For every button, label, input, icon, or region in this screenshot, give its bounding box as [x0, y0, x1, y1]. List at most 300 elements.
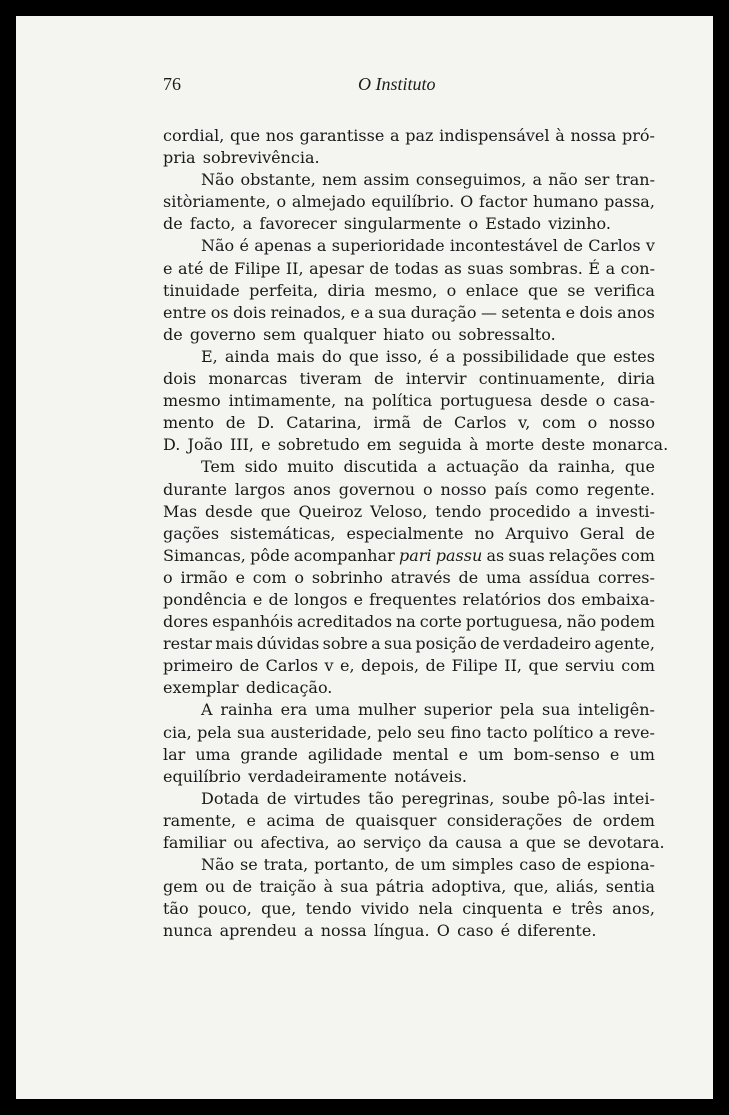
word: relações: [548, 545, 617, 565]
word: espanhóis: [212, 612, 294, 632]
word: portanto,: [314, 855, 390, 875]
word: frequentes: [369, 589, 457, 609]
word: e: [261, 435, 271, 455]
word: à: [555, 126, 565, 145]
word: considerações: [446, 810, 563, 830]
word: verdadeiro: [503, 634, 592, 654]
word: mais: [276, 346, 315, 366]
word: inteligên-: [577, 700, 655, 720]
word: dos: [547, 589, 576, 609]
word: no: [474, 523, 495, 543]
word: gações: [163, 523, 220, 543]
word: se: [563, 833, 581, 852]
word: passa,: [604, 192, 655, 212]
word: como: [535, 479, 579, 499]
word: a: [605, 258, 616, 278]
word: a: [427, 457, 437, 477]
word: através: [390, 567, 451, 587]
text-line: [163, 324, 655, 346]
word: Catarina,: [286, 413, 362, 433]
word: suas: [467, 258, 504, 278]
word: mais: [215, 634, 254, 654]
text-line: [163, 280, 655, 302]
word: garantisse: [299, 126, 385, 145]
word: serviu: [564, 656, 615, 676]
word: agente,: [594, 634, 655, 654]
word: dedicação.: [245, 678, 333, 698]
word: de: [422, 413, 443, 433]
word: sentia: [605, 877, 655, 897]
word: sistemáticas,: [230, 523, 336, 543]
text-line: [163, 567, 655, 589]
word: dúvidas: [256, 634, 320, 654]
word: rainha,: [557, 457, 616, 477]
word: os: [210, 302, 229, 322]
text-line: [163, 832, 665, 854]
word: e: [163, 258, 173, 278]
word: as: [444, 258, 462, 278]
word: intei-: [613, 788, 655, 808]
word: factor: [479, 192, 528, 212]
word: sido: [244, 457, 278, 477]
text-line: [163, 213, 655, 235]
word: sombras.: [509, 258, 583, 278]
word: aliás,: [555, 877, 599, 897]
word: equilíbrio.: [371, 192, 455, 212]
word: afectiva,: [260, 833, 330, 852]
word: duração: [410, 302, 477, 322]
word: intimamente,: [228, 391, 337, 411]
word: sua: [542, 700, 571, 720]
word: de: [458, 567, 479, 587]
word: peregrinas,: [401, 788, 495, 808]
text-line: [163, 633, 655, 655]
word: sobretudo: [277, 435, 360, 455]
word: se: [567, 280, 586, 300]
word: austeridade,: [270, 722, 372, 742]
text-line: [163, 611, 655, 633]
word: que: [230, 126, 261, 145]
word: aprendeu: [219, 921, 297, 941]
word: dores: [163, 612, 209, 632]
text-line: [163, 390, 655, 412]
word: conseguimos,: [415, 170, 527, 190]
word: intervir: [405, 369, 467, 389]
word: pró-: [622, 126, 655, 145]
word: seu: [417, 722, 446, 742]
word: da: [528, 457, 549, 477]
word: sobrinho: [311, 567, 383, 587]
body-text: [163, 125, 669, 942]
word: e: [235, 567, 245, 587]
word: fino: [450, 722, 482, 742]
word: corte: [419, 612, 462, 632]
word: era: [280, 700, 308, 720]
word: a: [371, 634, 381, 654]
word: um: [629, 744, 655, 764]
word: sua: [384, 634, 413, 654]
word: um: [478, 744, 504, 764]
word: anos: [617, 302, 655, 322]
word: trata,: [263, 855, 309, 875]
word: de: [563, 236, 583, 256]
word: perfeita,: [249, 280, 319, 300]
word: restar: [163, 634, 212, 654]
text-line: [163, 169, 655, 191]
text-line: [163, 125, 655, 147]
word: morte: [485, 435, 535, 455]
word: Dotada: [201, 788, 260, 808]
word: pátria: [375, 877, 425, 897]
word: D.: [257, 413, 275, 433]
word: todas: [394, 258, 439, 278]
word: de: [232, 877, 253, 897]
word: uma: [486, 567, 522, 587]
word: incontestável: [449, 236, 558, 256]
word: de: [369, 258, 389, 278]
word: podem: [600, 612, 655, 632]
word: nem: [322, 170, 358, 190]
word: superioridade: [331, 236, 445, 256]
word: que: [576, 346, 607, 366]
word: posição: [415, 634, 477, 654]
word: e: [350, 302, 360, 322]
word: as: [486, 545, 505, 565]
word: traição: [259, 877, 317, 897]
page-number: 76: [163, 74, 181, 94]
word: quaisquer: [355, 810, 437, 830]
word: regente.: [586, 479, 655, 499]
word: pôde: [250, 545, 290, 565]
word: nunca: [163, 921, 213, 941]
word: a: [316, 236, 327, 256]
word: favorecer: [259, 214, 337, 234]
word: com: [542, 413, 576, 433]
word: à: [468, 435, 479, 455]
word: a: [598, 722, 609, 742]
text-line: [163, 302, 655, 324]
word: a: [532, 170, 543, 190]
word: com: [252, 567, 287, 587]
word: casa-: [613, 391, 655, 411]
word: irmão: [180, 567, 228, 587]
word: entre: [163, 302, 207, 322]
word: ou: [233, 833, 254, 852]
word: o: [595, 391, 606, 411]
word: qualquer: [303, 324, 376, 344]
word: de: [239, 656, 260, 676]
word: acompanhar: [293, 545, 395, 565]
word: o: [446, 280, 457, 300]
word: ou: [205, 877, 226, 897]
word: desde: [205, 501, 253, 521]
word: humano: [532, 192, 599, 212]
word: nossa: [570, 126, 617, 145]
word: uma: [195, 744, 231, 764]
word: se: [240, 855, 258, 875]
word: portuguesa,: [465, 612, 563, 632]
text-line: [163, 434, 669, 456]
word: tendo: [305, 899, 352, 919]
word: não: [566, 612, 597, 632]
word: verifica: [594, 280, 655, 300]
text-line: [163, 677, 655, 699]
word: é: [429, 346, 439, 366]
word: o: [422, 479, 433, 499]
word: com: [621, 545, 655, 565]
word: hiato: [383, 324, 425, 344]
word: e: [252, 589, 263, 609]
word: e: [246, 810, 257, 830]
word: de: [268, 589, 289, 609]
word: notáveis.: [394, 766, 468, 786]
word: setenta: [501, 302, 562, 322]
word: longos: [294, 589, 348, 609]
word: na: [344, 391, 365, 411]
word: passu: [435, 545, 483, 565]
text-line: [163, 346, 655, 368]
word: causa: [455, 833, 502, 852]
word: possibilidade: [462, 346, 569, 366]
word: Não: [201, 170, 235, 190]
word: de: [266, 788, 287, 808]
word: anos,: [612, 899, 655, 919]
word: sua: [340, 877, 369, 897]
word: de: [572, 810, 593, 830]
word: Filipe: [451, 656, 498, 676]
word: vizinho.: [548, 214, 611, 234]
word: o: [294, 567, 304, 587]
word: a: [445, 346, 456, 366]
word: actuação: [446, 457, 520, 477]
word: governou: [338, 479, 416, 499]
word: língua.: [373, 921, 430, 941]
word: agilidade: [307, 744, 383, 764]
text-line: [163, 898, 655, 920]
word: v: [645, 236, 655, 256]
word: tiveram: [299, 369, 362, 389]
word: sobre: [322, 634, 368, 654]
word: Carlos: [265, 656, 319, 676]
word: sua: [378, 302, 407, 322]
word: e: [353, 589, 363, 609]
word: depois,: [361, 656, 420, 676]
word: de: [480, 634, 500, 654]
word: de: [394, 855, 415, 875]
word: ser: [584, 170, 610, 190]
word: Carlos: [588, 236, 641, 256]
word: durante: [163, 479, 227, 499]
scanned-page: [16, 16, 713, 1099]
word: cia,: [163, 722, 192, 742]
text-line: [163, 412, 655, 434]
word: diferente.: [517, 921, 597, 941]
word: de: [225, 413, 246, 433]
word: nosso: [608, 413, 655, 433]
word: é: [239, 236, 249, 256]
word: tão: [163, 899, 189, 919]
word: indispensável: [439, 126, 550, 145]
text-line: [163, 545, 655, 567]
word: em: [366, 435, 392, 455]
word: a: [578, 501, 588, 521]
word: política: [371, 391, 433, 411]
word: A: [201, 700, 213, 720]
word: con-: [620, 258, 655, 278]
word: que,: [513, 877, 549, 897]
word: a: [509, 833, 519, 852]
word: nosso: [440, 479, 487, 499]
word: relatórios: [462, 589, 542, 609]
word: Filipe: [234, 258, 281, 278]
text-line: [163, 744, 655, 766]
word: que: [527, 280, 558, 300]
word: serviço: [363, 833, 422, 852]
text-line: [163, 368, 655, 390]
text-line: [163, 147, 655, 169]
word: dois: [579, 302, 613, 322]
word: pouco,: [197, 899, 252, 919]
word: monarca.: [592, 435, 669, 455]
running-title: O Instituto: [358, 74, 436, 94]
word: à: [323, 877, 334, 897]
word: é: [500, 921, 511, 941]
text-line: [163, 699, 655, 721]
word: Estado: [485, 214, 541, 234]
word: ainda: [224, 346, 270, 366]
word: apesar: [309, 258, 364, 278]
word: tran-: [615, 170, 655, 190]
text-line: [163, 766, 655, 788]
word: da: [428, 833, 449, 852]
word: a: [364, 302, 374, 322]
word: e,: [340, 656, 355, 676]
word: especialmente: [346, 523, 464, 543]
word: Arquivo: [505, 523, 569, 543]
word: assim: [363, 170, 410, 190]
word: pondência: [163, 589, 247, 609]
word: e: [458, 744, 469, 764]
text-line: [163, 456, 655, 478]
word: de: [163, 214, 183, 234]
word: estes: [613, 346, 655, 366]
word: adoptiva,: [431, 877, 507, 897]
word: o: [587, 413, 598, 433]
word: cinquenta: [462, 899, 543, 919]
text-line: [163, 501, 655, 523]
word: três: [571, 899, 603, 919]
word: Queiroz: [298, 501, 363, 521]
word: caso: [519, 855, 556, 875]
word: almejado: [291, 192, 366, 212]
word: mesmo: [163, 391, 221, 411]
word: o: [163, 567, 173, 587]
word: v: [324, 656, 334, 676]
word: equilíbrio: [163, 766, 242, 786]
word: dois: [163, 369, 197, 389]
word: grande: [240, 744, 298, 764]
word: Tem: [201, 457, 236, 477]
word: que: [260, 501, 291, 521]
word: nela: [418, 899, 453, 919]
word: continuamente,: [478, 369, 606, 389]
word: mental: [392, 744, 449, 764]
word: soube: [501, 788, 550, 808]
word: Não: [201, 236, 235, 256]
text-line: [163, 920, 655, 942]
text-line: [163, 810, 655, 832]
word: nossa: [320, 921, 367, 941]
text-line: [163, 523, 655, 545]
word: diria: [327, 280, 366, 300]
text-line: [163, 235, 655, 257]
word: irmã: [373, 413, 411, 433]
word: o: [468, 214, 479, 234]
word: procedido: [489, 501, 571, 521]
word: investi-: [595, 501, 655, 521]
word: desde: [540, 391, 588, 411]
word: e: [609, 744, 620, 764]
word: É: [588, 258, 601, 278]
word: ao: [336, 833, 356, 852]
word: v,: [518, 413, 531, 433]
word: uma: [315, 700, 351, 720]
word: ordem: [602, 810, 655, 830]
word: mesmo,: [374, 280, 438, 300]
word: portuguesa: [440, 391, 533, 411]
word: paz: [405, 126, 434, 145]
word: reinados,: [270, 302, 346, 322]
word: assídua: [528, 567, 591, 587]
text-line: [163, 788, 655, 810]
word: —: [480, 302, 497, 322]
word: e: [565, 302, 576, 322]
word: pela: [197, 722, 232, 742]
word: João: [187, 435, 223, 455]
word: diria: [617, 369, 655, 389]
word: muito: [287, 457, 334, 477]
word: E,: [201, 346, 218, 366]
text-line: [163, 258, 655, 280]
word: até: [177, 258, 204, 278]
text-line: [163, 655, 655, 677]
word: caso: [457, 921, 494, 941]
word: tendo: [435, 501, 482, 521]
word: sobrevivência.: [202, 148, 320, 168]
word: país: [494, 479, 528, 499]
word: reve-: [613, 722, 655, 742]
word: singularmente: [343, 214, 462, 234]
word: mulher: [357, 700, 416, 720]
word: de: [425, 656, 446, 676]
word: a: [304, 921, 314, 941]
word: pô-las: [557, 788, 606, 808]
word: O: [460, 192, 474, 212]
word: Geral: [579, 523, 625, 543]
word: dois: [233, 302, 267, 322]
word: primeiro: [163, 656, 234, 676]
word: enlace: [465, 280, 519, 300]
word: sem: [263, 324, 296, 344]
word: espiona-: [587, 855, 655, 875]
word: simples: [451, 855, 514, 875]
word: de: [373, 369, 394, 389]
word: lar: [163, 744, 186, 764]
word: mento: [163, 413, 215, 433]
text-line: [163, 876, 655, 898]
word: apenas: [254, 236, 312, 256]
word: um: [420, 855, 446, 875]
